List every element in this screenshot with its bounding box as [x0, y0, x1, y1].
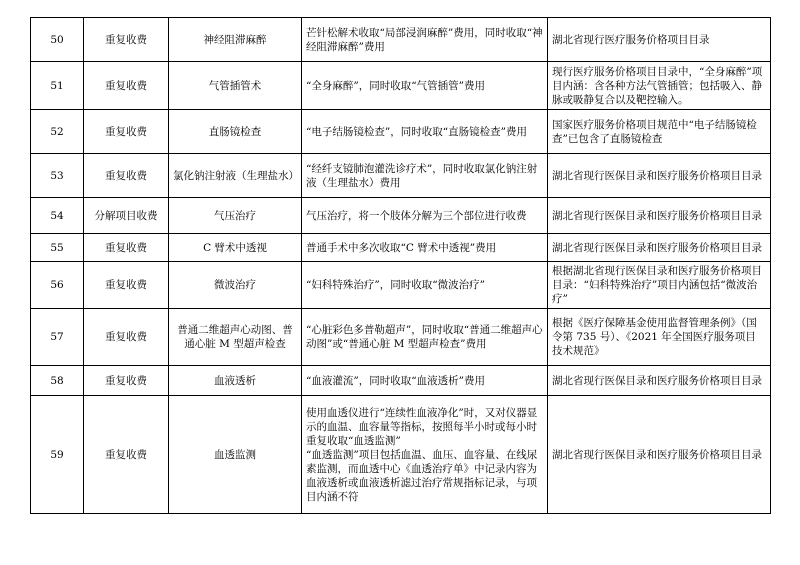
table-row: [31, 62, 771, 110]
charge-item: 血液透析: [169, 366, 302, 396]
table-row: [31, 396, 771, 514]
violation-description: “全身麻醉”，同时收取“气管插管”费用: [302, 62, 548, 110]
row-number: 59: [31, 396, 84, 514]
violation-type: 重复收费: [84, 396, 169, 514]
policy-basis: 根据《医疗保障基金使用监督管理条例》（国令第 735 号）、《2021 年全国医疗服务项目技术规范》: [548, 309, 771, 366]
table-row: [31, 110, 771, 154]
charge-item: 氯化钠注射液（生理盐水）: [169, 154, 302, 198]
row-number: 55: [31, 234, 84, 262]
row-number: 50: [31, 18, 84, 62]
policy-basis: 湖北省现行医保目录和医疗服务价格项目目录: [548, 198, 771, 234]
charge-item: 血透监测: [169, 396, 302, 514]
violation-description: 使用血透仪进行“连续性血液净化”时，又对仪器显示的血温、血容量等指标，按照每半小时或每小时重复收取“血透监测” “血透监测”项目包括血温、血压、血容量、在线尿素监测，而血透中心《血透治疗单》中记录内容为血液透析或血液透析滤过治疗常规指标记录，与项目内涵不符: [302, 396, 548, 514]
charge-item: 气管插管术: [169, 62, 302, 110]
violation-description: 普通手术中多次收取“C 臂术中透视”费用: [302, 234, 548, 262]
row-number: 56: [31, 262, 84, 309]
charge-item: 神经阻滞麻醉: [169, 18, 302, 62]
policy-basis: 湖北省现行医保目录和医疗服务价格项目目录: [548, 366, 771, 396]
charge-item: C 臂术中透视: [169, 234, 302, 262]
violation-type: 重复收费: [84, 366, 169, 396]
violation-type: 重复收费: [84, 234, 169, 262]
row-number: 57: [31, 309, 84, 366]
table-row: [31, 18, 771, 62]
charge-item: 普通二维超声心动图、普通心脏 M 型超声检查: [169, 309, 302, 366]
violation-description: 芒针松解术收取“局部浸润麻醉”费用，同时收取“神经阻滞麻醉”费用: [302, 18, 548, 62]
violation-description: “心脏彩色多普勒超声”，同时收取“普通二维超声心动图”或“普通心脏 M 型超声检查”费用: [302, 309, 548, 366]
policy-basis: 根据湖北省现行医保目录和医疗服务价格项目目录：“妇科特殊治疗”项目内涵包括“微波治疗”: [548, 262, 771, 309]
row-number: 51: [31, 62, 84, 110]
violation-type: 重复收费: [84, 154, 169, 198]
policy-basis: 湖北省现行医疗服务价格项目目录: [548, 18, 771, 62]
table-row: [31, 366, 771, 396]
charge-item: 气压治疗: [169, 198, 302, 234]
row-number: 52: [31, 110, 84, 154]
policy-basis: 湖北省现行医保目录和医疗服务价格项目目录: [548, 234, 771, 262]
charge-item: 微波治疗: [169, 262, 302, 309]
violation-description: “电子结肠镜检查”，同时收取“直肠镜检查”费用: [302, 110, 548, 154]
violation-type: 重复收费: [84, 309, 169, 366]
violation-type: 重复收费: [84, 18, 169, 62]
table-row: [31, 234, 771, 262]
violation-type: 分解项目收费: [84, 198, 169, 234]
charge-item: 直肠镜检查: [169, 110, 302, 154]
table-row: [31, 198, 771, 234]
violation-description: “经纤支镜肺泡灌洗诊疗术”，同时收取氯化钠注射液（生理盐水）费用: [302, 154, 548, 198]
policy-basis: 国家医疗服务价格项目规范中“电子结肠镜检查”已包含了直肠镜检查: [548, 110, 771, 154]
policy-basis: 现行医疗服务价格项目目录中，“全身麻醉”项目内涵：含各种方法气管插管；包括吸入、静脉或吸静复合以及靶控输入。: [548, 62, 771, 110]
violation-type: 重复收费: [84, 62, 169, 110]
violation-type: 重复收费: [84, 110, 169, 154]
row-number: 54: [31, 198, 84, 234]
policy-basis: 湖北省现行医保目录和医疗服务价格项目目录: [548, 154, 771, 198]
table-row: [31, 309, 771, 366]
table-row: [31, 154, 771, 198]
violation-description: “妇科特殊治疗”，同时收取“微波治疗”: [302, 262, 548, 309]
violation-description: “血液灌流”，同时收取“血液透析”费用: [302, 366, 548, 396]
row-number: 58: [31, 366, 84, 396]
table-row: [31, 262, 771, 309]
row-number: 53: [31, 154, 84, 198]
fee-violation-table: [30, 17, 771, 514]
violation-type: 重复收费: [84, 262, 169, 309]
policy-basis: 湖北省现行医保目录和医疗服务价格项目目录: [548, 396, 771, 514]
violation-description: 气压治疗，将一个肢体分解为三个部位进行收费: [302, 198, 548, 234]
